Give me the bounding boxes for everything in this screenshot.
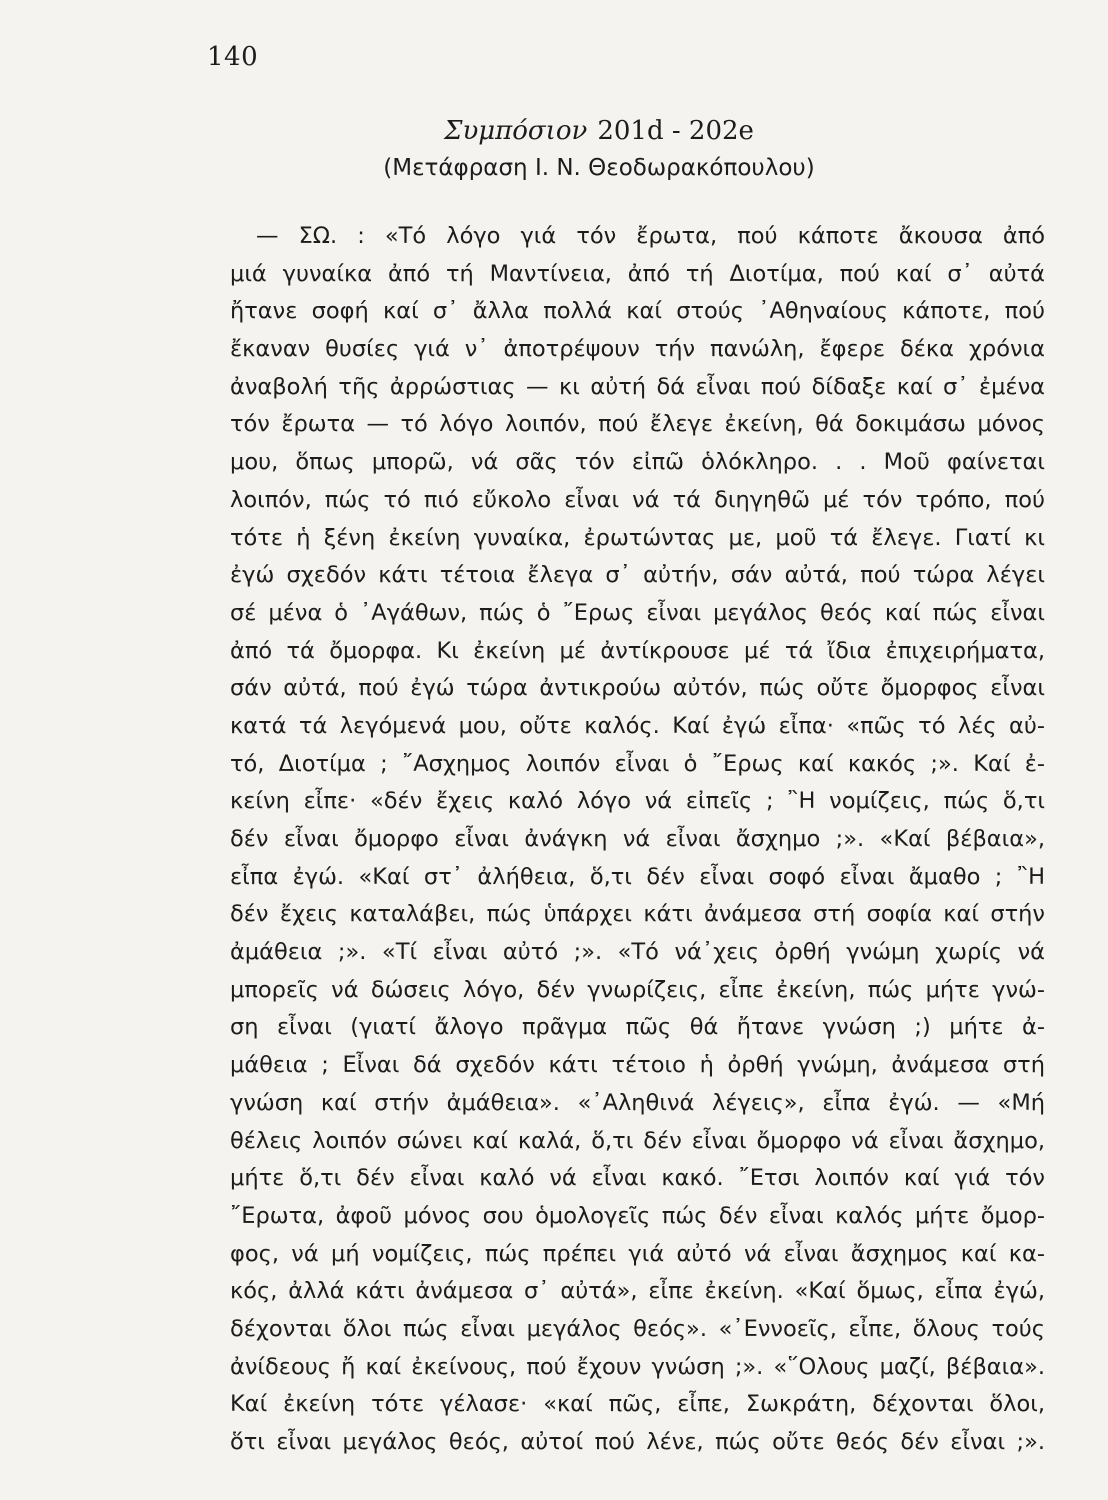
text-line: ση εἶναι (γιατί ἄλογο πρᾶγμα πῶς θά ἤτανε γνώση ;) μήτε ἀ- — [230, 1014, 1045, 1041]
text-line: σάν αὐτά, πού ἐγώ τώρα ἀντικρούω αὐτόν, πώς οὔτε ὄμορφος εἶναι — [230, 675, 1045, 702]
text-line: ἀναβολή τῆς ἀρρώστιας — κι αὐτή δά εἶναι πού δίδαξε καί σ᾽ ἐμένα — [230, 373, 1045, 400]
text-line: γνώση καί στήν ἀμάθεια». «᾽Αληθινά λέγεις», εἶπα ἐγώ. — «Μή — [230, 1089, 1045, 1116]
text-line: τότε ἡ ξένη ἐκείνη γυναίκα, ἐρωτώντας με, μοῦ τά ἔλεγε. Γιατί κι — [230, 524, 1045, 551]
passage-heading — [0, 116, 1108, 146]
text-line: μιά γυναίκα ἀπό τή Μαντίνεια, ἀπό τή Διοτίμα, πού καί σ᾽ αὐτά — [230, 260, 1045, 287]
text-line: δέν ἔχεις καταλάβει, πώς ὑπάρχει κάτι ἀνάμεσα στή σοφία καί στήν — [230, 901, 1045, 928]
text-line: τό, Διοτίμα ; ῎Ασχημος λοιπόν εἶναι ὁ ῎Ερως καί κακός ;». Καί ἐ- — [230, 750, 1045, 777]
text-line: σέ μένα ὁ ᾽Αγάθων, πώς ὁ ῎Ερως εἶναι μεγάλος θεός καί πώς εἶναι — [230, 599, 1045, 626]
passage-range: 201d - 202e — [597, 116, 754, 146]
text-line: μπορεῖς νά δώσεις λόγο, δέν γνωρίζεις, εἶπε ἐκείνη, πώς μήτε γνώ- — [230, 976, 1045, 1003]
text-line: τόν ἔρωτα — τό λόγο λοιπόν, πού ἔλεγε ἐκείνη, θά δοκιμάσω μόνος — [230, 411, 1045, 438]
text-line: — ΣΩ. : «Τό λόγο γιά τόν ἔρωτα, πού κάποτε ἄκουσα ἀπό — [256, 223, 1045, 249]
text-line: κατά τά λεγόμενά μου, οὔτε καλός. Καί ἐγώ εἶπα· «πῶς τό λές αὐ- — [230, 712, 1045, 739]
text-line: Καί ἐκείνη τότε γέλασε· «καί πῶς, εἶπε, Σωκράτη, δέχονται ὅλοι, — [230, 1391, 1045, 1418]
text-line: εἶπα ἐγώ. «Καί στ᾽ ἀλήθεια, ὅ,τι δέν εἶναι σοφό εἶναι ἄμαθο ; ῍Η — [230, 863, 1045, 890]
text-line: λοιπόν, πώς τό πιό εὔκολο εἶναι νά τά διηγηθῶ μέ τόν τρόπο, πού — [230, 486, 1045, 513]
text-line: κείνη εἶπε· «δέν ἔχεις καλό λόγο νά εἰπεῖς ; ῍Η νομίζεις, πώς ὅ,τι — [230, 788, 1045, 815]
text-line: ὅτι εἶναι μεγάλος θεός, αὐτοί πού λένε, πώς οὔτε θεός δέν εἶναι ;». — [230, 1429, 1045, 1455]
text-line: δέν εἶναι ὄμορφο εἶναι ἀνάγκη νά εἶναι ἄσχημο ;». «Καί βέβαια», — [230, 826, 1045, 852]
text-line: κός, ἀλλά κάτι ἀνάμεσα σ᾽ αὐτά», εἶπε ἐκείνη. «Καί ὅμως, εἶπα ἐγώ, — [230, 1278, 1045, 1305]
text-line: μάθεια ; Εἶναι δά σχεδόν κάτι τέτοιο ἡ ὀρθή γνώμη, ἀνάμεσα στή — [230, 1052, 1045, 1079]
translation-note: (Μετάφραση Ι. Ν. Θεοδωρακόπουλου) — [383, 155, 815, 181]
page-number: 140 — [207, 42, 259, 72]
text-line: ἀνίδεους ἤ καί ἐκείνους, πού ἔχουν γνώση ;». «῞Ολους μαζί, βέβαια». — [230, 1353, 1045, 1380]
text-line: ἐγώ σχεδόν κάτι τέτοια ἔλεγα σ᾽ αὐτήν, σάν αὐτά, πού τώρα λέγει — [230, 562, 1045, 589]
body-text — [230, 218, 1045, 1462]
text-line: ῎Ερωτα, ἀφοῦ μόνος σου ὁμολογεῖς πώς δέν εἶναι καλός μήτε ὄμορ- — [230, 1202, 1045, 1229]
text-line: ἔκαναν θυσίες γιά ν᾽ ἀποτρέψουν τήν πανώλη, ἔφερε δέκα χρόνια — [230, 336, 1045, 363]
text-line: ἀπό τά ὄμορφα. Κι ἐκείνη μέ ἀντίκρουσε μέ τά ἴδια ἐπιχειρήματα, — [230, 637, 1045, 664]
text-line: φος, νά μή νομίζεις, πώς πρέπει γιά αὐτό νά εἶναι ἄσχημος καί κα- — [230, 1240, 1045, 1267]
text-line: θέλεις λοιπόν σώνει καί καλά, ὅ,τι δέν εἶναι ὄμορφο νά εἶναι ἄσχημο, — [230, 1127, 1045, 1154]
work-title: Συμπόσιον — [444, 116, 588, 146]
text-line: δέχονται ὅλοι πώς εἶναι μεγάλος θεός». «᾽Εννοεῖς, εἶπε, ὅλους τούς — [230, 1315, 1045, 1342]
text-line: μήτε ὅ,τι δέν εἶναι καλό νά εἶναι κακό. ῎Ετσι λοιπόν καί γιά τόν — [230, 1165, 1045, 1192]
text-line: ἀμάθεια ;». «Τί εἶναι αὐτό ;». «Τό νά᾽χεις ὀρθή γνώμη χωρίς νά — [230, 939, 1045, 966]
text-line: ἤτανε σοφή καί σ᾽ ἄλλα πολλά καί στούς ᾽Αθηναίους κάποτε, πού — [230, 298, 1045, 325]
text-line: μου, ὅπως μπορῶ, νά σᾶς τόν εἰπῶ ὁλόκληρο. . . Μοῦ φαίνεται — [230, 449, 1045, 476]
